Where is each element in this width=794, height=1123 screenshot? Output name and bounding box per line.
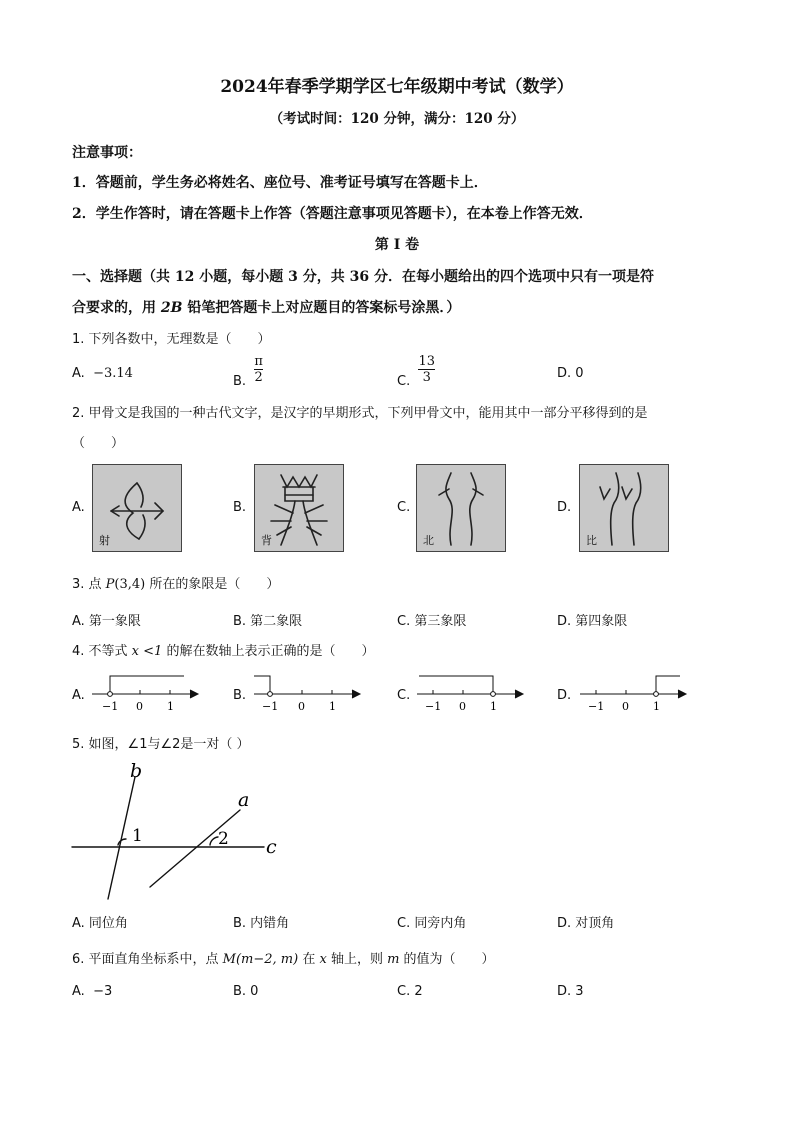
- q3-option-b: B. 第二象限: [233, 614, 303, 629]
- oracle-char-d-image: [579, 464, 669, 552]
- svg-text:−1: −1: [262, 700, 279, 713]
- svg-text:a: a: [238, 789, 250, 811]
- q4-stem: 4. 不等式 x <1 的解在数轴上表示正确的是（ ）: [72, 644, 375, 659]
- q6-option-d: D. 3: [557, 984, 584, 999]
- q6-stem: 6. 平面直角坐标系中，点 M(m−2, m) 在 x 轴上，则 m 的值为（ ）: [72, 952, 495, 967]
- svg-text:−1: −1: [102, 700, 119, 713]
- q1-option-d: D. 0: [557, 366, 584, 381]
- q3-option-d: D. 第四象限: [557, 614, 628, 629]
- oracle-char-c-image: [416, 464, 506, 552]
- svg-text:0: 0: [622, 700, 629, 713]
- q1-option-c: C. $\frac{13}{3}$: [397, 354, 436, 389]
- q1-c-fraction: $\frac{13}{3}$: [418, 354, 436, 385]
- svg-text:1: 1: [132, 826, 143, 846]
- q5-angle-figure: [60, 755, 300, 905]
- pencil-grade: 2B: [160, 300, 183, 316]
- q2-stem: 2. 甲骨文是我国的一种古代文字，是汉字的早期形式，下列甲骨文中，能用其中一部分平移得到的是: [72, 406, 648, 421]
- q2-option-a-label: A.: [72, 500, 85, 515]
- q2-paren: （ ）: [72, 436, 125, 451]
- exam-subtitle: （考试时间：120 分钟，满分：120 分）: [269, 111, 525, 127]
- svg-text:1: 1: [167, 700, 174, 713]
- q1-stem: 1. 下列各数中，无理数是（ ）: [72, 332, 271, 347]
- q4-option-d-label: D.: [557, 688, 572, 703]
- q4-number-line-d: [576, 670, 692, 718]
- q6-option-b: B. 0: [233, 984, 259, 999]
- svg-text:0: 0: [136, 700, 143, 713]
- oracle-char-a-image: [92, 464, 182, 552]
- q5-stem: 5. 如图，∠1与∠2是一对（ ）: [72, 737, 250, 752]
- svg-text:−1: −1: [588, 700, 605, 713]
- notice-heading: 注意事项：: [72, 145, 142, 161]
- q1-option-a: A. −3.14: [72, 366, 133, 381]
- svg-text:1: 1: [329, 700, 336, 713]
- q6-option-c: C. 2: [397, 984, 423, 999]
- q5-option-d: D. 对顶角: [557, 916, 615, 931]
- section-heading-line1: 一、选择题（共 12 小题，每小题 3 分，共 36 分．在每小题给出的四个选项中只有一项是符: [72, 269, 654, 285]
- q3-option-a: A. 第一象限: [72, 614, 141, 629]
- oracle-char-a-caption: 射: [99, 534, 110, 547]
- svg-text:2: 2: [218, 829, 229, 849]
- oracle-char-b-caption: 背: [261, 534, 272, 547]
- notice-item-2: 2．学生作答时，请在答题卡上作答（答题注意事项见答题卡），在本卷上作答无效．: [72, 206, 593, 222]
- svg-text:0: 0: [459, 700, 466, 713]
- section-heading-line2: 合要求的，用 2B 铅笔把答题卡上对应题目的答案标号涂黑．）: [72, 300, 461, 316]
- q2-option-d-label: D.: [557, 500, 572, 515]
- q4-option-b-label: B.: [233, 688, 247, 703]
- q1-b-fraction: $\frac{\pi}{2}$: [254, 354, 263, 385]
- svg-text:1: 1: [653, 700, 660, 713]
- q6-option-a: A. −3: [72, 984, 113, 999]
- q3-option-c: C. 第三象限: [397, 614, 467, 629]
- volume-label: 第 I 卷: [374, 237, 420, 253]
- q4-option-a-label: A.: [72, 688, 85, 703]
- oracle-char-b-image: [254, 464, 344, 552]
- q4-number-line-a: [88, 670, 204, 718]
- svg-text:c: c: [266, 836, 277, 858]
- q1-option-b: B. $\frac{\pi}{2}$: [233, 354, 263, 389]
- svg-text:1: 1: [490, 700, 497, 713]
- q5-option-c: C. 同旁内角: [397, 916, 467, 931]
- svg-text:0: 0: [298, 700, 305, 713]
- q2-option-c-label: C.: [397, 500, 411, 515]
- q5-option-b: B. 内错角: [233, 916, 290, 931]
- q3-stem: 3. 点 P(3,4) 所在的象限是（ ）: [72, 577, 280, 592]
- svg-text:−1: −1: [425, 700, 442, 713]
- svg-text:b: b: [130, 760, 143, 782]
- oracle-char-c-caption: 北: [423, 534, 434, 547]
- exam-title: 2024年春季学期学区七年级期中考试（数学）: [220, 77, 574, 97]
- q4-option-c-label: C.: [397, 688, 411, 703]
- q5-option-a: A. 同位角: [72, 916, 128, 931]
- q4-number-line-c: [413, 670, 529, 718]
- oracle-char-d-caption: 比: [586, 534, 597, 547]
- q2-option-b-label: B.: [233, 500, 247, 515]
- q4-number-line-b: [250, 670, 366, 718]
- line-b: [108, 777, 135, 899]
- notice-item-1: 1．答题前，学生务必将姓名、座位号、准考证号填写在答题卡上．: [72, 175, 488, 191]
